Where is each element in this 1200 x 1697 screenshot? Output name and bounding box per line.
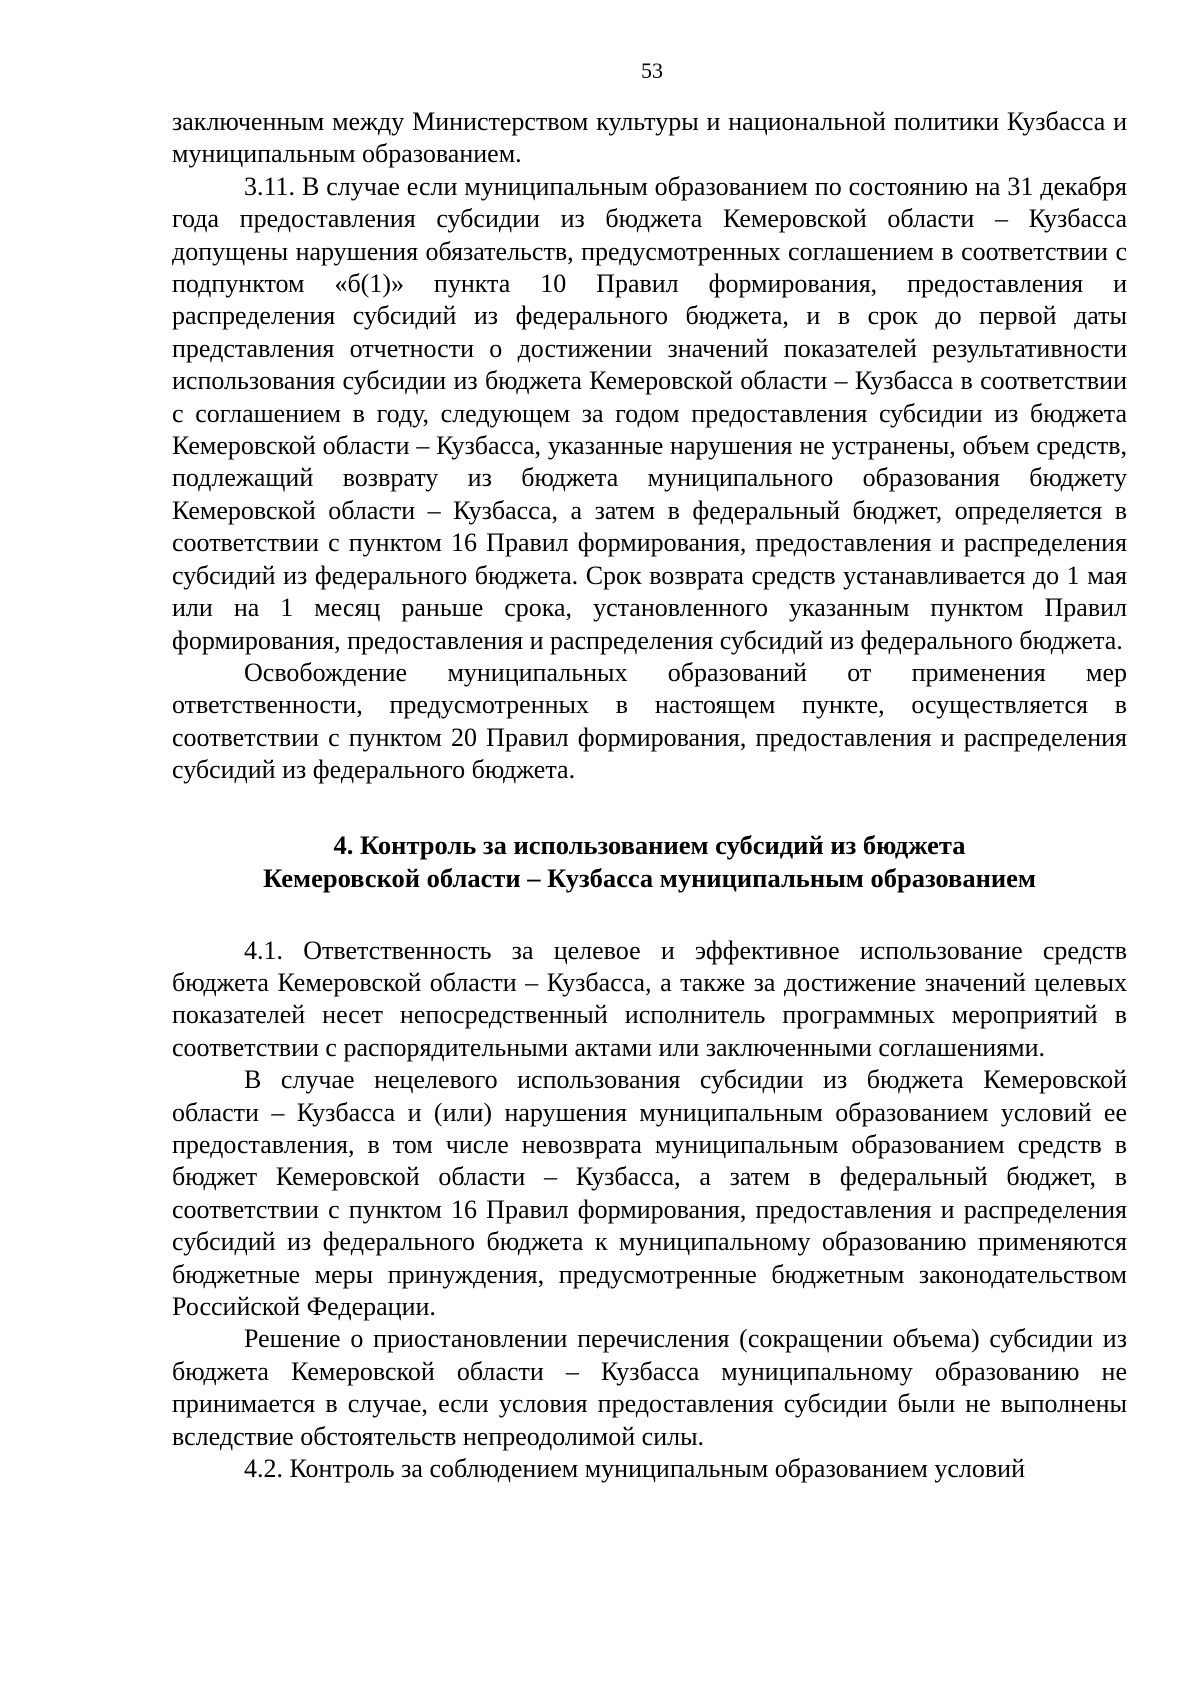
paragraph-misuse: В случае нецелевого использования субсидии из бюджета Кемеровской области – Кузбасса и (или) нарушения муниципальным образованием условий ее предоставления, в том числе невозврата муниципальным образованием средств в бюджет Кемеровской области – Кузбасса, а затем в федеральный бюджет, в соответствии с пунктом 16 Правил формирования, предоставления и распределения субсидий из федерального бюджета к муниципальному образованию применяются бюджетные меры принуждения, предусмотренные бюджетным законодательством Российской Федерации. xyxy=(172,1065,1127,1321)
paragraph-4-2: 4.2. Контроль за соблюдением муниципальным образованием условий xyxy=(244,1454,1025,1484)
section-heading xyxy=(172,829,1127,895)
page-number: 53 xyxy=(641,58,663,83)
paragraph-continuation: заключенным между Министерством культуры и национальной политики Кузбасса и муниципальным образованием. xyxy=(172,107,1127,169)
paragraph-3-11: 3.11. В случае если муниципальным образованием по состоянию на 31 декабря года предоставления субсидии из бюджета Кемеровской области – Кузбасса допущены нарушения обязательств, предусмотренных соглашением в соответствии с подпунктом «б(1)» пункта 10 Правил формирования, предоставления и распределения субсидий из федерального бюджета, и в срок до первой даты представления отчетности о достижении значений показателей результативности использования субсидии из бюджета Кемеровской области – Кузбасса в соответствии с соглашением в году, следующем за годом предоставления субсидии из бюджета Кемеровской области – Кузбасса, указанные нарушения не устранены, объем средств, подлежащий возврату из бюджета муниципального образования бюджету Кемеровской области – Кузбасса, а затем в федеральный бюджет, определяется в соответствии с пунктом 16 Правил формирования, предоставления и распределения субсидий из федерального бюджета. Срок возврата средств устанавливается до 1 мая или на 1 месяц раньше срока, установленного указанным пунктом Правил формирования, предоставления и распределения субсидий из федерального бюджета. xyxy=(172,171,1127,655)
paragraph-suspension: Решение о приостановлении перечисления (сокращении объема) субсидии из бюджета Кемеровской области – Кузбасса муниципальному образованию не принимается в случае, если условия предоставления субсидии были не выполнены вследствие обстоятельств непреодолимой силы. xyxy=(172,1324,1127,1451)
section-heading-line-1: 4. Контроль за использованием субсидий из бюджета xyxy=(333,829,966,860)
paragraph-exemption: Освобождение муниципальных образований от применения мер ответственности, предусмотренных в настоящем пункте, осуществляется в соответствии с пунктом 20 Правил формирования, предоставления и распределения субсидий из федерального бюджета. xyxy=(172,657,1127,785)
document-page xyxy=(172,58,1127,1485)
paragraph-4-1: 4.1. Ответственность за целевое и эффективное использование средств бюджета Кемеровской области – Кузбасса, а также за достижение значений целевых показателей несет непосредственный исполнитель программных мероприятий в соответствии с распорядительными актами или заключенными соглашениями. xyxy=(172,935,1127,1062)
section-heading-line-2: Кемеровской области – Кузбасса муниципальным образованием xyxy=(263,862,1036,893)
